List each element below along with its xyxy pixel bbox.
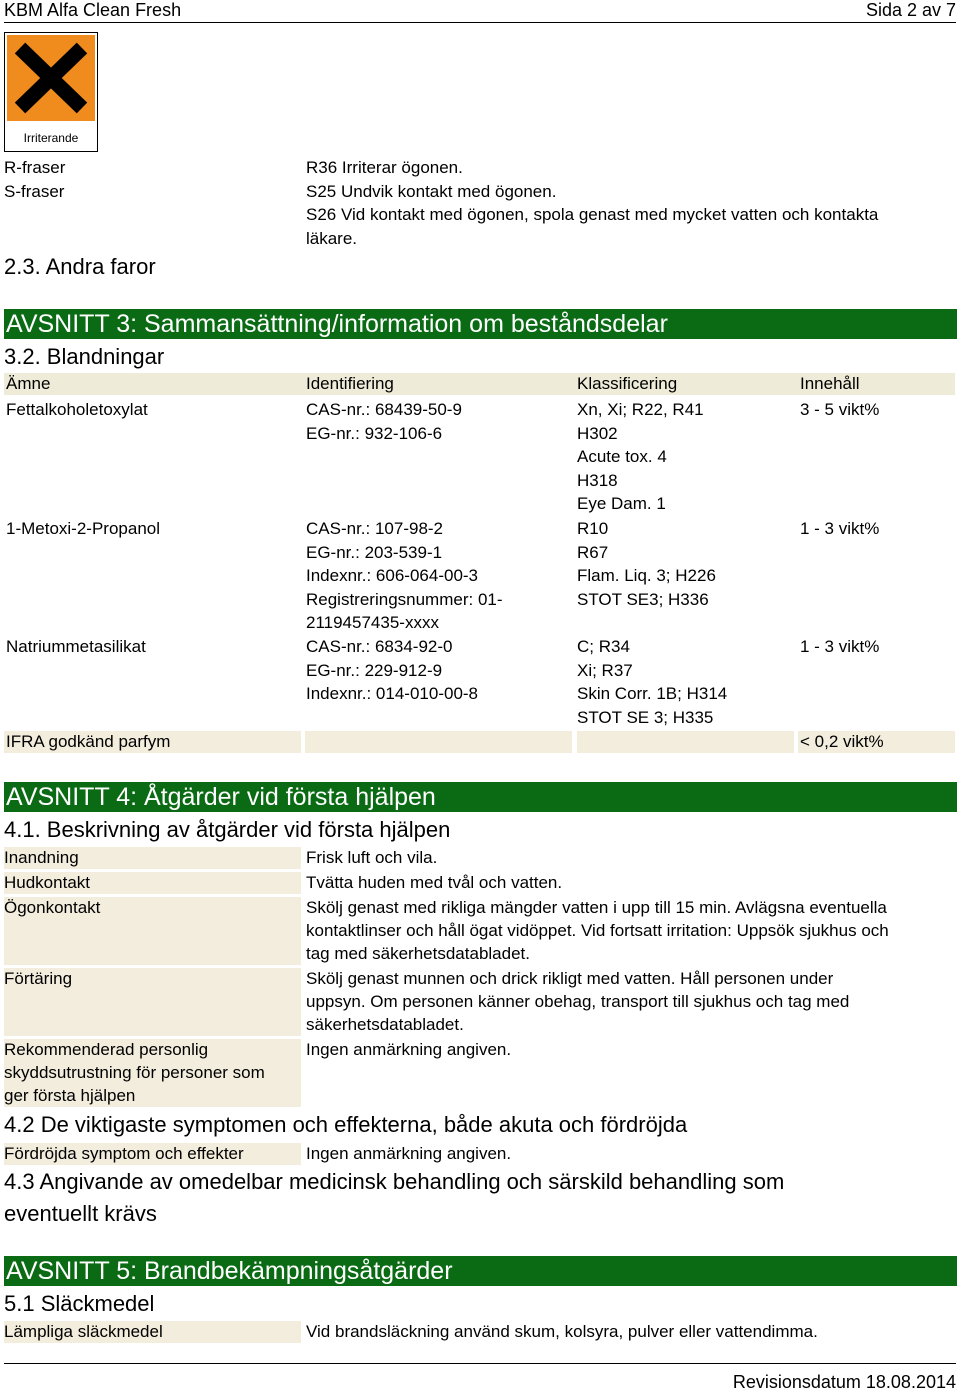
text-line: tag med säkerhetsdatabladet.: [306, 944, 530, 963]
ident-line: EG-nr.: 229-912-9: [306, 660, 443, 680]
ident-line: CAS-nr.: 68439-50-9: [306, 400, 462, 419]
inhalation-text: Frisk luft och vila.: [306, 848, 438, 867]
substance-name: IFRA godkänd parfym: [4, 731, 301, 753]
col-substance: Ämne: [6, 374, 51, 393]
composition-row: [4, 635, 955, 731]
content-amount: 1 - 3 vikt%: [800, 519, 880, 538]
identifiers: [304, 517, 503, 635]
delayed-symptoms-text: Ingen anmärkning angiven.: [306, 1144, 512, 1163]
substance-name: 1-Metoxi-2-Propanol: [6, 519, 161, 538]
section-3-header: AVSNITT 3: Sammansättning/information om beståndsdelar: [4, 309, 957, 339]
label-line: ger första hjälpen: [4, 1086, 136, 1105]
col-content: Innehåll: [800, 374, 860, 393]
class-line: H302: [577, 423, 618, 443]
extinguishing-media-text: Vid brandsläckning använd skum, kolsyra, pulver eller vattendimma.: [306, 1322, 818, 1341]
class-line: C; R34: [577, 637, 630, 656]
label-line: Rekommenderad personlig: [4, 1040, 209, 1059]
ppe-label: [4, 1038, 265, 1107]
class-line: STOT SE 3; H335: [577, 707, 714, 727]
text-line: Skölj genast munnen och drick rikligt med vatten. Håll personen under: [306, 969, 834, 988]
skin-contact-label: Hudkontakt: [4, 873, 90, 892]
section-4-header: AVSNITT 4: Åtgärder vid första hjälpen: [4, 782, 957, 812]
classification-empty: [577, 731, 794, 753]
composition-row: [4, 517, 955, 635]
composition-row: [4, 398, 955, 516]
composition-header-row: [4, 373, 955, 395]
s-phrase-1: S25 Undvik kontakt med ögonen.: [306, 182, 557, 201]
skin-contact-text: Tvätta huden med tvål och vatten.: [306, 873, 563, 892]
text-line: Skölj genast med rikliga mängder vatten i upp till 15 min. Avlägsna eventuella: [306, 898, 887, 917]
text-line: säkerhetsdatabladet.: [306, 1015, 464, 1034]
content-amount: < 0,2 vikt%: [798, 731, 955, 753]
ingestion-label: Förtäring: [4, 969, 73, 988]
class-line: H318: [577, 470, 618, 490]
s-phrase-2b: läkare.: [306, 229, 358, 248]
class-line: Xn, Xi; R22, R41: [577, 400, 704, 419]
r-phrases-text: R36 Irriterar ögonen.: [306, 158, 463, 177]
content-amount: 1 - 3 vikt%: [800, 637, 880, 656]
class-line: Xi; R37: [577, 660, 633, 680]
section-4-1-title: 4.1. Beskrivning av åtgärder vid första hjälpen: [4, 817, 451, 842]
ingestion-text: [306, 967, 849, 1036]
section-5-1-title: 5.1 Släckmedel: [4, 1291, 155, 1316]
content-amount: 3 - 5 vikt%: [800, 400, 880, 419]
extinguishing-media-label: Lämpliga släckmedel: [4, 1322, 163, 1341]
ident-line: Indexnr.: 014-010-00-8: [306, 684, 479, 703]
classification: [575, 635, 727, 729]
composition-row: [4, 731, 955, 753]
eye-contact-text: [306, 896, 889, 965]
eye-contact-label: Ögonkontakt: [4, 898, 101, 917]
class-line: Flam. Liq. 3; H226: [577, 566, 716, 585]
section-5-header: AVSNITT 5: Brandbekämpningsåtgärder: [4, 1256, 957, 1286]
delayed-symptoms-label: Fördröjda symptom och effekter: [4, 1144, 244, 1163]
substance-name: Natriummetasilikat: [6, 637, 146, 656]
col-classification: Klassificering: [577, 374, 678, 393]
r-phrases-label: R-fraser: [4, 158, 66, 177]
substance-name: Fettalkoholetoxylat: [6, 400, 148, 419]
class-line: STOT SE3; H336: [577, 589, 709, 609]
col-identification: Identifiering: [306, 374, 394, 393]
ident-line: Registreringsnummer: 01-: [306, 589, 503, 609]
ident-line: EG-nr.: 932-106-6: [306, 423, 443, 443]
ident-line: Indexnr.: 606-064-00-3: [306, 566, 479, 585]
ident-line: 2119457435-xxxx: [306, 613, 439, 632]
section-4-3-title-line2: eventuellt krävs: [4, 1201, 157, 1226]
page-number: Sida 2 av 7: [865, 0, 956, 20]
product-name: KBM Alfa Clean Fresh: [4, 0, 182, 20]
page-footer: [4, 1363, 956, 1392]
class-line: R67: [577, 542, 609, 562]
section-4-3-title-line1: 4.3 Angivande av omedelbar medicinsk behandling och särskild behandling som: [4, 1169, 785, 1194]
class-line: Acute tox. 4: [577, 447, 667, 466]
irritant-x-icon: [4, 32, 98, 152]
inhalation-label: Inandning: [4, 848, 79, 867]
hazard-label: Irriterande: [23, 131, 79, 145]
revision-date: Revisionsdatum 18.08.2014: [732, 1372, 956, 1392]
section-4-2-title: 4.2 De viktigaste symptomen och effekterna, både akuta och fördröjda: [4, 1112, 688, 1137]
section-2-3-title: 2.3. Andra faror: [4, 254, 156, 279]
ident-line: EG-nr.: 203-539-1: [306, 542, 443, 562]
classification: [575, 517, 716, 611]
identifiers-empty: [305, 731, 572, 753]
s-phrases-label: S-fraser: [4, 182, 65, 201]
page-header: [4, 0, 956, 23]
label-line: skyddsutrustning för personer som: [4, 1063, 265, 1082]
class-line: R10: [577, 519, 609, 538]
identifiers: [304, 635, 478, 706]
ident-line: CAS-nr.: 107-98-2: [306, 519, 444, 538]
ppe-text: Ingen anmärkning angiven.: [306, 1040, 512, 1059]
text-line: kontaktlinser och håll ögat vidöppet. Vid fortsatt irritation: Uppsök sjukhus och: [306, 921, 889, 940]
hazard-pictogram: [4, 32, 98, 152]
ident-line: CAS-nr.: 6834-92-0: [306, 637, 453, 656]
s-phrase-2a: S26 Vid kontakt med ögonen, spola genast med mycket vatten och kontakta: [306, 205, 879, 224]
classification: [575, 398, 704, 516]
section-3-2-title: 3.2. Blandningar: [4, 344, 165, 369]
class-line: Eye Dam. 1: [577, 494, 666, 513]
identifiers: [304, 398, 462, 445]
class-line: Skin Corr. 1B; H314: [577, 684, 728, 703]
text-line: uppsyn. Om personen känner obehag, transport till sjukhus och tag med: [306, 992, 850, 1011]
